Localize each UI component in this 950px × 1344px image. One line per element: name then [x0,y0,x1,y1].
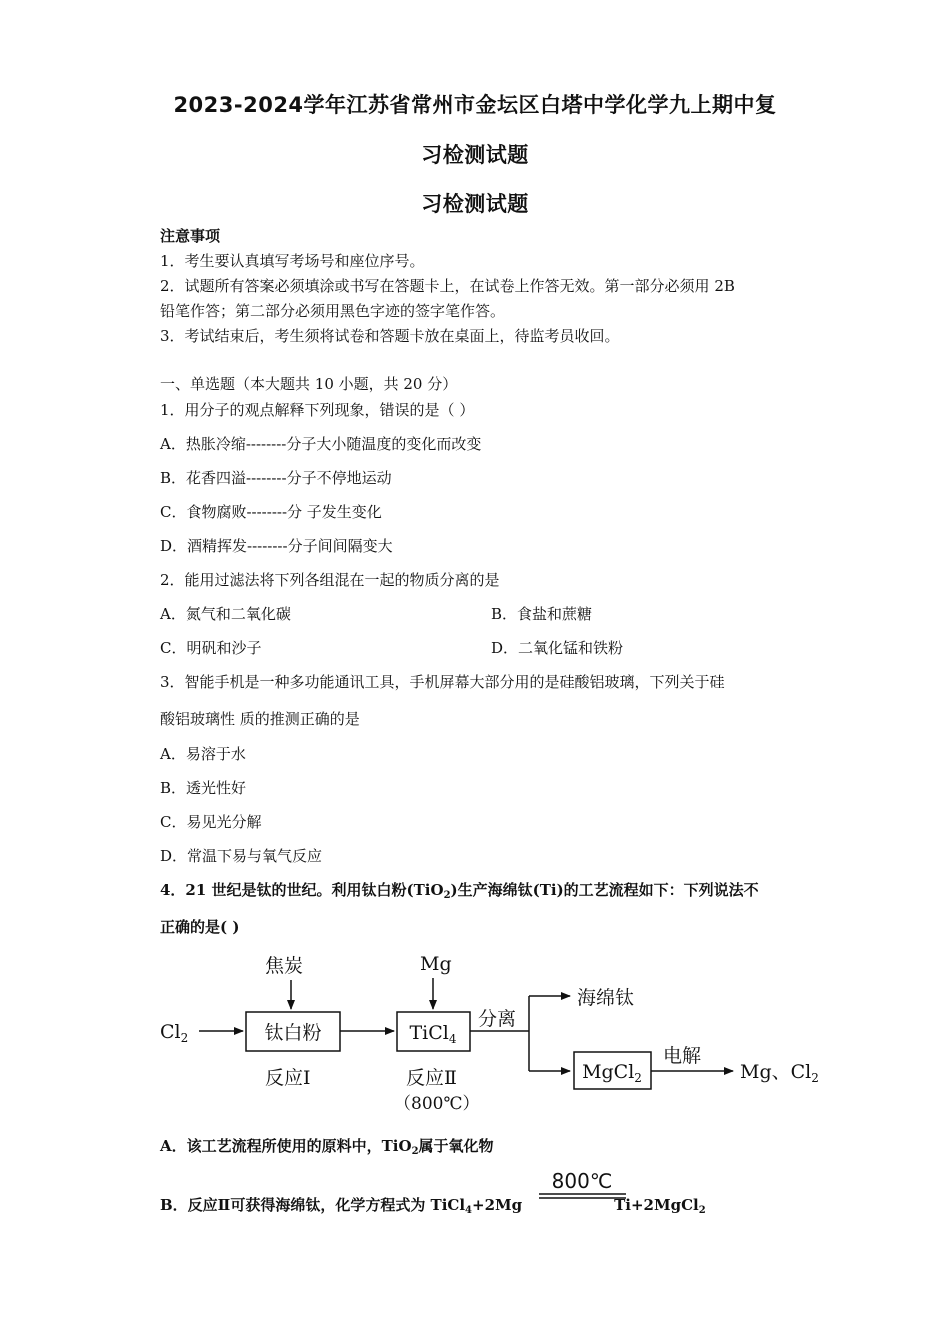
page-title-line2: 习检测试题 [421,143,529,167]
equation-condition-label: 800℃ [551,1169,613,1193]
q1-option-c: C．食物腐败--------分 子发生变化 [160,503,382,521]
notice-item-1: 1．考生要认真填写考场号和座位序号。 [160,252,425,270]
reaction-2-label: 反应Ⅱ [406,1067,457,1089]
q3-option-b: B．透光性好 [160,779,247,797]
q1-option-b: B．花香四溢--------分子不停地运动 [160,469,392,487]
q3-option-a: A．易溶于水 [160,745,246,763]
q4-option-a-part: A．该工艺流程所使用的原料中，TiO [160,1137,412,1155]
q4-stem-sub: 2 [443,890,451,901]
q1-stem: 1．用分子的观点解释下列现象，错误的是（ ） [160,401,475,419]
q3-stem-line1: 3．智能手机是一种多功能通讯工具，手机屏幕大部分用的是硅酸铝玻璃，下列关于硅 [160,673,725,691]
q4-option-b-part: +2Mg [472,1196,523,1214]
mg-input-label: Mg [420,953,452,975]
cl2-input-label: $Cl_2$ [160,1021,189,1045]
products-label: Mg、$Cl_2$ [740,1061,819,1085]
notice-item-3: 3．考试结束后，考生须将试卷和答题卡放在桌面上，待监考员收回。 [160,327,620,345]
ticl4-label: TiCl$_4$ [409,1022,457,1046]
notice-item-2-cont: 铅笔作答；第二部分必须用黑色字迹的签字笔作答。 [160,302,506,320]
q3-option-c: C．易见光分解 [160,813,262,831]
q4-stem-part: 4．21 世纪是钛的世纪。利用钛白粉(TiO [160,881,444,899]
coke-label: 焦炭 [265,955,304,977]
section-heading: 一、单选题（本大题共 10 小题，共 20 分） [160,375,458,393]
titanium-white-label: 钛白粉 [264,1022,322,1044]
q3-option-d: D．常温下易与氧气反应 [160,847,323,865]
q4-stem-line2: 正确的是( ) [160,918,240,936]
sponge-titanium-label: 海绵钛 [577,987,635,1009]
q2-stem: 2．能用过滤法将下列各组混在一起的物质分离的是 [160,571,500,589]
q2-option-c: C．明矾和沙子 [160,639,262,657]
q4-option-b-part: B．反应Ⅱ可获得海绵钛，化学方程式为 TiCl [160,1196,466,1214]
q3-stem-line2: 酸铝玻璃性 质的推测正确的是 [160,710,360,728]
notice-heading: 注意事项 [160,227,221,245]
q2-option-a: A．氮气和二氧化碳 [160,605,291,623]
mgcl2-label: MgCl$_2$ [582,1061,642,1085]
page-title-line3: 习检测试题 [421,192,529,216]
notice-item-2: 2．试题所有答案必须填涂或书写在答题卡上，在试卷上作答无效。第一部分必须用 2B [160,277,735,295]
q1-option-d: D．酒精挥发--------分子间间隔变大 [160,537,393,555]
q4-option-b-sub: 4 [465,1205,473,1216]
q4-option-b-part: Ti+2MgCl [614,1196,699,1214]
page-title-line1: 2023-2024学年江苏省常州市金坛区白塔中学化学九上期中复 [173,93,777,117]
q4-option-a-sub: 2 [411,1146,419,1157]
reaction-temp-label: （800℃） [394,1094,480,1114]
separate-label: 分离 [478,1008,517,1030]
q2-option-d: D．二氧化锰和铁粉 [491,639,624,657]
q4-option-a-part: 属于氧化物 [418,1137,494,1155]
q4-option-b-sub: 2 [698,1205,706,1216]
q2-option-b: B．食盐和蔗糖 [491,605,593,623]
reaction-1-label: 反应Ⅰ [265,1067,311,1089]
electrolysis-label: 电解 [663,1045,702,1067]
q1-option-a: A．热胀冷缩--------分子大小随温度的变化而改变 [160,435,482,453]
q4-stem-part: )生产海绵钛(Ti)的工艺流程如下：下列说法不 [450,881,759,899]
